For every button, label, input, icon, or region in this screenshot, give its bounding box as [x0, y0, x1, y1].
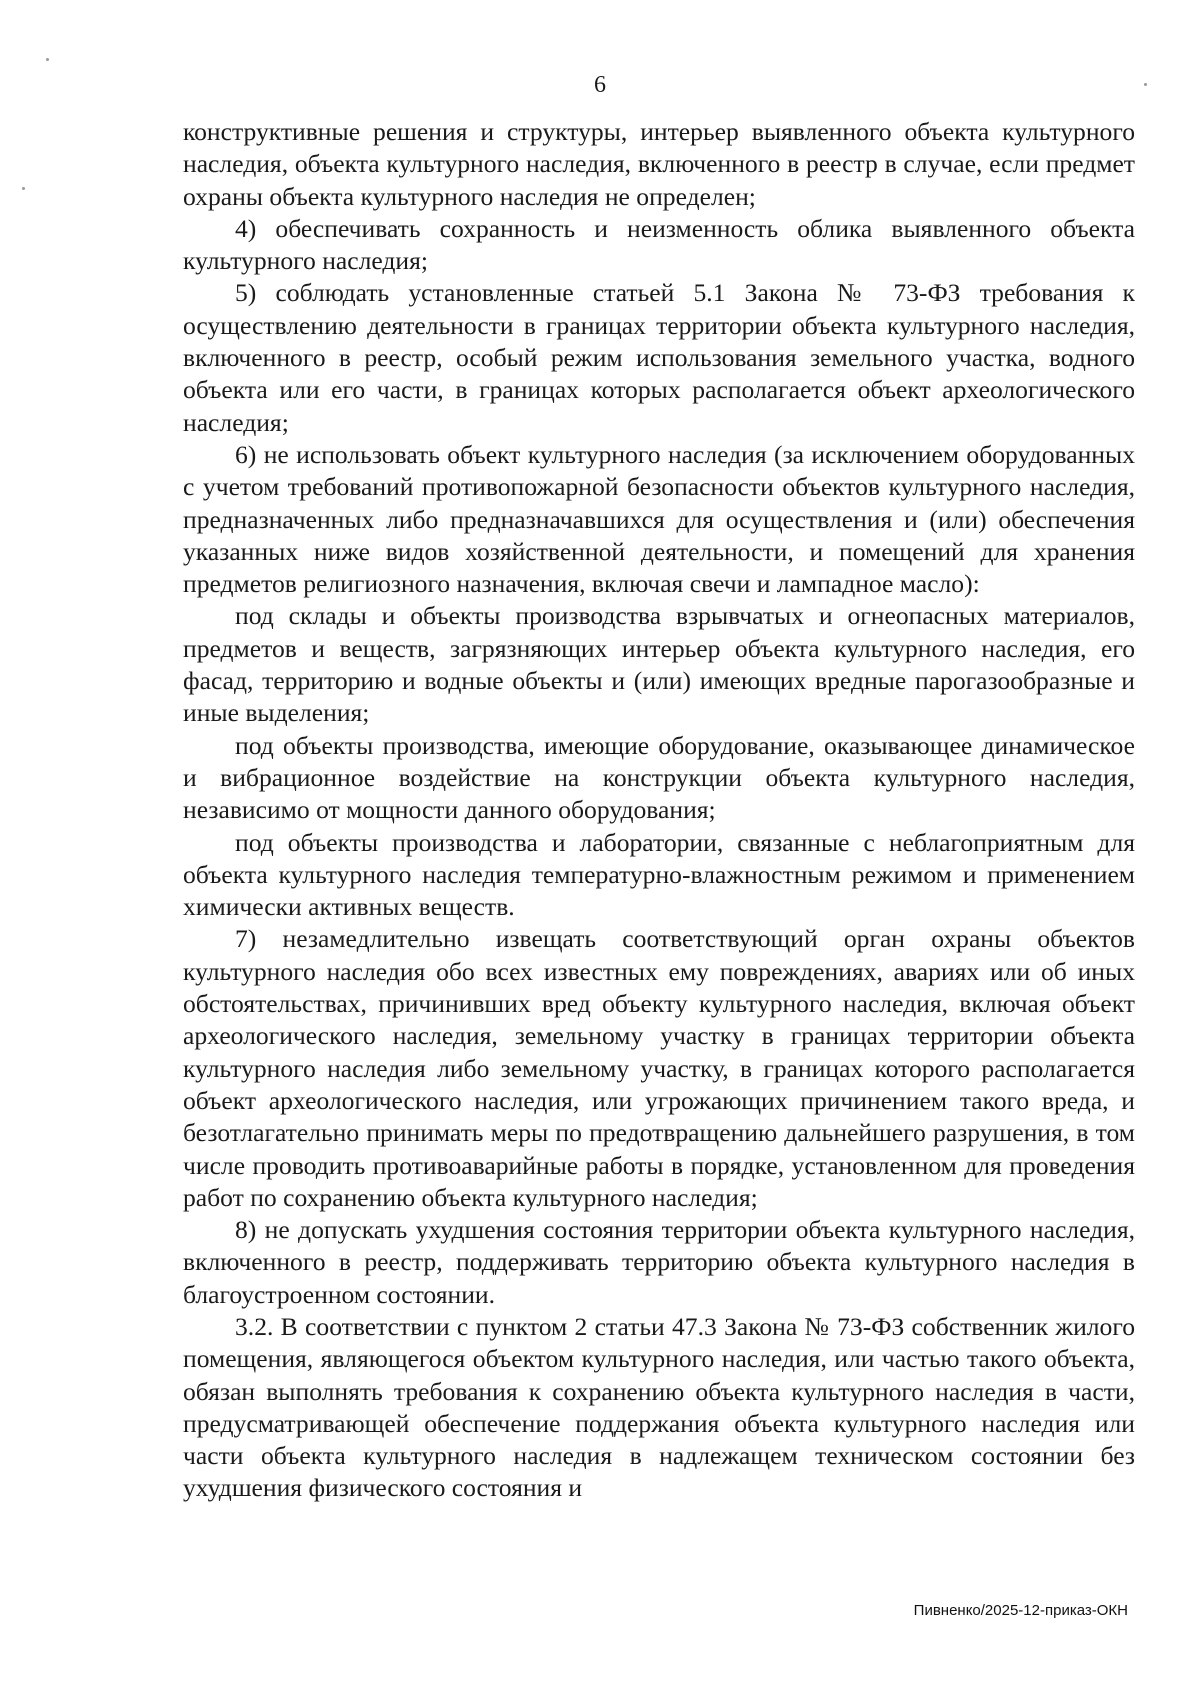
page-number: 6 — [594, 72, 606, 98]
paragraph-subitem-vibration: под объекты производства, имеющие оборудование, оказывающее динамическое и вибрационное воздействие на конструкции объекта культурного наследия, независимо от мощности данного оборудования; — [183, 730, 1135, 825]
document-footer-reference: Пивненко/2025-12-приказ-ОКН — [913, 1602, 1128, 1619]
paragraph-item-7: 7) незамедлительно извещать соответствующий орган охраны объектов культурного наследия обо всех известных ему повреждениях, авариях или об иных обстоятельствах, причинивших вред объекту культурного наследия, включая объект археологического наследия, земельному участку в границах территории объекта культурного наследия либо земельному участку, в границах которого располагается объект археологического наследия, или угрожающих причинением такого вреда, и безотлагательно принимать меры по предотвращению дальнейшего разрушения, в том числе проводить противоаварийные работы в порядке, установленном для проведения работ по сохранению объекта культурного наследия; — [183, 924, 1135, 1212]
document-body — [183, 116, 1135, 1505]
paragraph-item-5: 5) соблюдать установленные статьей 5.1 Закона № 73-ФЗ требования к осуществлению деятельности в границах территории объекта культурного наследия, включенного в реестр, особый режим использования земельного участка, водного объекта или его части, в границах которых располагается объект археологического наследия; — [183, 278, 1135, 437]
paragraph-subitem-warehouses: под склады и объекты производства взрывчатых и огнеопасных материалов, предметов и веществ, загрязняющих интерьер объекта культурного наследия, его фасад, территорию и водные объекты и (или) имеющих вредные парогазообразные и иные выделения; — [183, 601, 1135, 728]
scan-speck — [22, 187, 25, 190]
paragraph-subitem-laboratories: под объекты производства и лаборатории, связанные с неблагоприятным для объекта культурного наследия температурно-влажностным режимом и применением химически активных веществ. — [183, 827, 1135, 922]
scan-speck — [46, 58, 49, 61]
paragraph-item-4: 4) обеспечивать сохранность и неизменность облика выявленного объекта культурного наследия; — [183, 213, 1135, 276]
paragraph-continuation: конструктивные решения и структуры, интерьер выявленного объекта культурного наследия, объекта культурного наследия, включенного в реестр в случае, если предмет охраны объекта культурного наследия не определен; — [183, 117, 1135, 211]
paragraph-item-8: 8) не допускать ухудшения состояния территории объекта культурного наследия, включенного в реестр, поддерживать территорию объекта культурного наследия в благоустроенном состоянии. — [183, 1215, 1135, 1309]
paragraph-section-3-2: 3.2. В соответствии с пунктом 2 статьи 47.3 Закона № 73-ФЗ собственник жилого помещения, являющегося объектом культурного наследия, или частью такого объекта, обязан выполнять требования к сохранению объекта культурного наследия в части, предусматривающей обеспечение поддержания объекта культурного наследия или части объекта культурного наследия в надлежащем техническом состоянии без ухудшения физического состояния и — [183, 1311, 1135, 1503]
paragraph-item-6: 6) не использовать объект культурного наследия (за исключением оборудованных с учетом требований противопожарной безопасности объектов культурного наследия, предназначенных либо предназначавшихся для осуществления и (или) обеспечения указанных ниже видов хозяйственной деятельности, и помещений для хранения предметов религиозного назначения, включая свечи и лампадное масло): — [183, 439, 1135, 599]
